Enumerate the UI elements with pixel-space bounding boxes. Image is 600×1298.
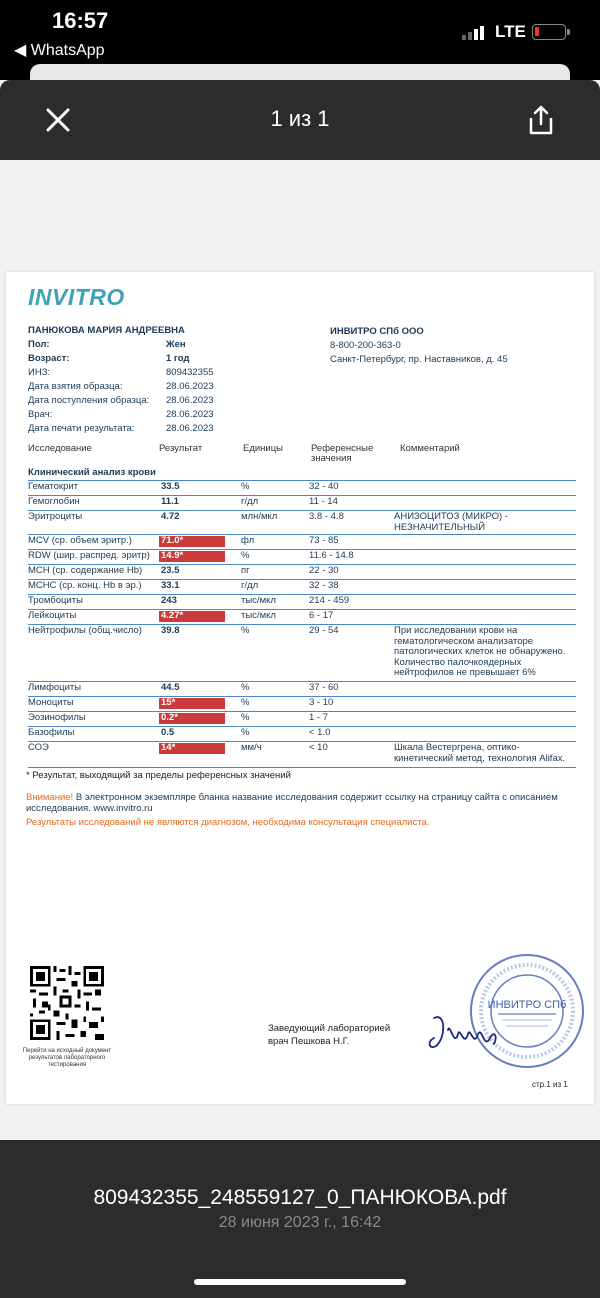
table-row xyxy=(28,624,576,681)
header-test: Исследование xyxy=(28,443,92,454)
units: % xyxy=(241,727,250,738)
results-table xyxy=(28,480,576,768)
battery-icon xyxy=(532,24,566,40)
test-name[interactable]: Моноциты xyxy=(28,697,74,708)
page-number: стр.1 из 1 xyxy=(532,1080,568,1089)
comment: АНИЗОЦИТОЗ (МИКРО) - НЕЗНАЧИТЕЛЬНЫЙ xyxy=(394,511,508,533)
reference-range: 73 - 85 xyxy=(309,535,339,546)
section-title: Клинический анализ крови xyxy=(28,467,156,478)
test-name[interactable]: Гемоглобин xyxy=(28,496,80,507)
lab-report-page xyxy=(6,272,594,1104)
document-viewer[interactable] xyxy=(0,160,600,1140)
reference-range: 3.8 - 4.8 xyxy=(309,511,344,522)
result-value: 0.5 xyxy=(161,727,175,738)
field-label: Возраст: xyxy=(28,353,70,364)
test-name[interactable]: MCV (ср. объем эритр.) xyxy=(28,535,132,546)
footnote: * Результат, выходящий за пределы референсных значений xyxy=(26,770,291,781)
home-indicator[interactable] xyxy=(194,1279,406,1285)
lab-address: Санкт-Петербург, пр. Наставников, д. 45 xyxy=(330,354,508,365)
units: % xyxy=(241,550,250,561)
units: г/дл xyxy=(241,580,259,591)
reference-range: < 1.0 xyxy=(309,727,331,738)
result-value: 23.5 xyxy=(161,565,180,576)
table-row xyxy=(28,609,576,624)
file-name: 809432355_248559127_0_ПАНЮКОВА.pdf xyxy=(93,1186,507,1209)
test-name[interactable]: Нейтрофилы (общ.число) xyxy=(28,625,142,636)
field-value: 28.06.2023 xyxy=(166,409,214,420)
result-value: 4.72 xyxy=(161,511,180,522)
result-value: 243 xyxy=(161,595,177,606)
units: % xyxy=(241,625,250,636)
result-value: 15* xyxy=(159,698,225,709)
qr-code[interactable] xyxy=(30,966,104,1040)
comment: При исследовании крови на гематологическом анализаторе патологических клеток не обнаружено. Количество палочкоядерных нейтрофилов не превышает 6% xyxy=(394,625,566,678)
comment: Шкала Вестергрена, оптико-кинетический метод, технология Alifax. xyxy=(394,742,566,764)
field-label: Врач: xyxy=(28,409,53,420)
back-to-app-link[interactable]: ◀ WhatsApp xyxy=(14,42,105,59)
units: фл xyxy=(241,535,255,546)
table-row xyxy=(28,534,576,549)
field-value: Жен xyxy=(166,339,186,350)
table-row xyxy=(28,726,576,741)
invitro-logo: INVITRO xyxy=(28,284,125,310)
test-name[interactable]: СОЭ xyxy=(28,742,49,753)
result-value: 71.0* xyxy=(159,536,225,547)
table-row xyxy=(28,579,576,594)
units: мм/ч xyxy=(241,742,262,753)
head-signature xyxy=(424,1008,504,1058)
reference-range: 22 - 30 xyxy=(309,565,339,576)
header-units: Единицы xyxy=(243,443,284,454)
file-date: 28 июня 2023 г., 16:42 xyxy=(218,1214,382,1231)
table-row xyxy=(28,696,576,711)
test-name[interactable]: Лейкоциты xyxy=(28,610,77,621)
attention-text[interactable]: В электронном экземпляре бланка название исследования содержит ссылку на страницу сайта с описанием исследования. www.invitro.ru xyxy=(26,792,558,814)
header-reference-2: значения xyxy=(311,453,352,464)
test-name[interactable]: Эритроциты xyxy=(28,511,83,522)
units: % xyxy=(241,682,250,693)
result-value: 14.9* xyxy=(159,551,225,562)
result-value: 33.5 xyxy=(161,481,180,492)
signal-icon xyxy=(462,24,484,40)
reference-range: 32 - 38 xyxy=(309,580,339,591)
disclaimer: Результаты исследований не являются диагнозом, необходима консультация специалиста. xyxy=(26,817,430,828)
table-row xyxy=(28,564,576,579)
result-value: 4.27* xyxy=(159,611,225,622)
units: % xyxy=(241,712,250,723)
field-label: Пол: xyxy=(28,339,50,350)
units: млн/мкл xyxy=(241,511,278,522)
test-name[interactable]: RDW (шир. распред. эритр) xyxy=(28,550,150,561)
head-title: Заведующий лабораторией xyxy=(268,1023,391,1034)
test-name[interactable]: MCHC (ср. конц. Hb в эр.) xyxy=(28,580,142,591)
result-value: 11.1 xyxy=(161,496,179,507)
header-reference: Референсные xyxy=(311,443,374,454)
table-row xyxy=(28,549,576,564)
table-row xyxy=(28,681,576,696)
network-label: LTE xyxy=(495,22,526,41)
file-info-bar xyxy=(0,1140,600,1298)
reference-range: 11.6 - 14.8 xyxy=(309,550,354,561)
units: тыс/мкл xyxy=(241,610,276,621)
field-value: 28.06.2023 xyxy=(166,395,214,406)
reference-range: < 10 xyxy=(309,742,328,753)
test-name[interactable]: Тромбоциты xyxy=(28,595,83,606)
head-name: врач Пешкова Н.Г. xyxy=(268,1036,350,1047)
viewer-toolbar xyxy=(0,80,600,160)
patient-name: ПАНЮКОВА МАРИЯ АНДРЕЕВНА xyxy=(28,325,185,336)
header-result: Результат xyxy=(159,443,203,454)
result-value: 14* xyxy=(159,743,225,754)
reference-range: 37 - 60 xyxy=(309,682,339,693)
status-time: 16:57 xyxy=(52,8,109,33)
field-label: Дата поступления образца: xyxy=(28,395,150,406)
reference-range: 1 - 7 xyxy=(309,712,329,723)
result-value: 0.2* xyxy=(159,713,225,724)
units: пг xyxy=(241,565,250,576)
patient-info xyxy=(28,325,214,436)
table-row xyxy=(28,480,576,495)
test-name[interactable]: Эозинофилы xyxy=(28,712,86,723)
stamp-text: ИНВИТРО СПб xyxy=(487,999,567,1011)
result-value: 44.5 xyxy=(161,682,180,693)
table-row xyxy=(28,594,576,609)
field-value: 28.06.2023 xyxy=(166,423,214,434)
qr-caption: Перейти на исходный документ результатов лабораторного тестирования xyxy=(22,1048,112,1068)
attention-note xyxy=(26,792,586,814)
reference-range: 6 - 17 xyxy=(309,610,334,621)
header-comment: Комментарий xyxy=(400,443,460,454)
test-name[interactable]: MCH (ср. содержание Hb) xyxy=(28,565,143,576)
result-value: 39.8 xyxy=(161,625,180,636)
table-row xyxy=(28,711,576,726)
test-name[interactable]: Лимфоциты xyxy=(28,682,82,693)
reference-range: 11 - 14 xyxy=(309,496,338,507)
reference-range: 32 - 40 xyxy=(309,481,339,492)
field-label: ИНЗ: xyxy=(28,367,51,378)
units: тыс/мкл xyxy=(241,595,276,606)
units: % xyxy=(241,481,250,492)
table-row xyxy=(28,495,576,510)
units: % xyxy=(241,697,250,708)
table-row xyxy=(28,510,576,534)
reference-range: 3 - 10 xyxy=(309,697,334,708)
result-value: 33.1 xyxy=(161,580,180,591)
table-row xyxy=(28,741,576,768)
test-name[interactable]: Базофилы xyxy=(28,727,75,738)
units: г/дл xyxy=(241,496,259,507)
lab-name: ИНВИТРО СПб ООО xyxy=(330,326,424,337)
lab-head xyxy=(268,1022,390,1048)
page-indicator: 1 из 1 xyxy=(270,106,330,131)
attention-label: Внимание! xyxy=(26,792,74,803)
share-icon[interactable] xyxy=(526,104,556,136)
reference-range: 29 - 54 xyxy=(309,625,339,636)
field-label: Дата взятия образца: xyxy=(28,381,123,392)
field-label: Дата печати результата: xyxy=(28,423,135,434)
lab-phone: 8-800-200-363-0 xyxy=(330,340,401,351)
table-header xyxy=(28,444,576,466)
lab-info xyxy=(330,325,508,367)
field-value: 28.06.2023 xyxy=(166,381,214,392)
reference-range: 214 - 459 xyxy=(309,595,350,606)
test-name[interactable]: Гематокрит xyxy=(28,481,79,492)
field-value: 1 год xyxy=(166,353,190,364)
field-value: 809432355 xyxy=(166,367,214,378)
